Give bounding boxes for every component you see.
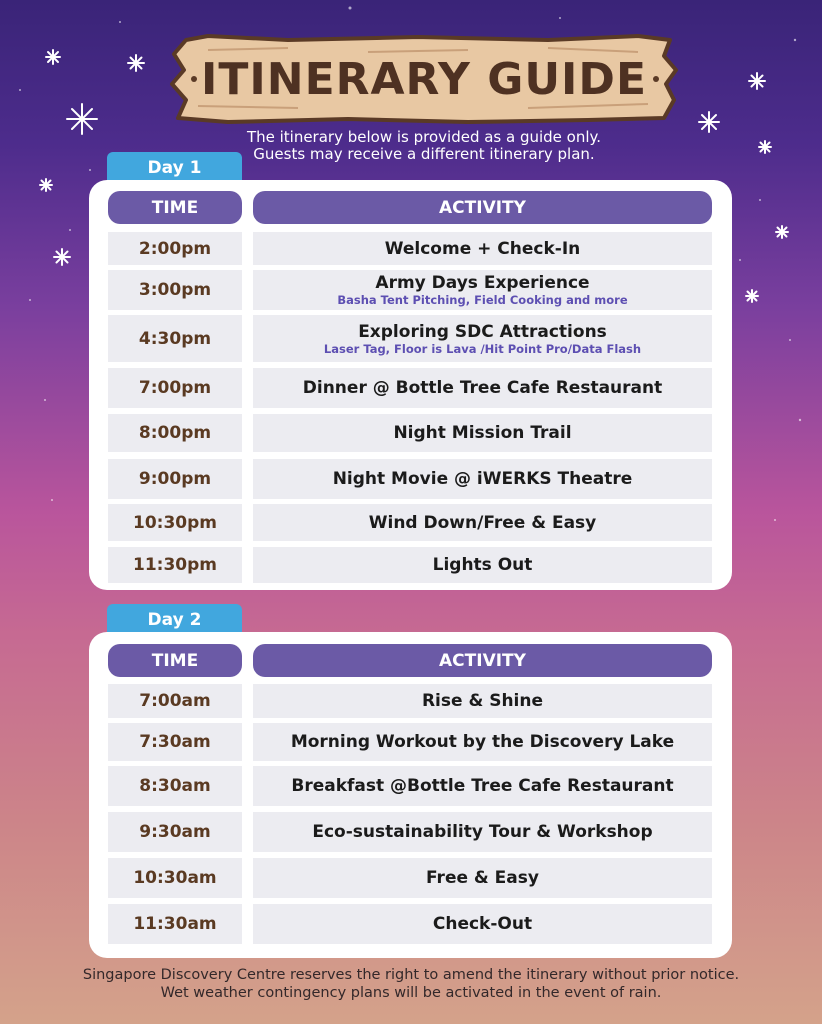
day-1-tab: Day 1 <box>107 152 242 186</box>
sparkle-star-icon <box>54 249 70 265</box>
time-cell: 11:30am <box>133 914 217 934</box>
activity-cell: Morning Workout by the Discovery Lake <box>290 732 675 752</box>
time-cell: 7:30am <box>139 732 211 752</box>
disclaimer-line-1: Singapore Discovery Centre reserves the right to amend the itinerary without prior notice. <box>82 967 740 983</box>
sparkle-star-icon <box>699 112 719 132</box>
sparkle-star-icon <box>749 73 765 89</box>
activity-cell: Army Days Experience <box>375 273 590 293</box>
table-row <box>108 904 712 944</box>
time-cell: 10:30pm <box>133 512 217 533</box>
sparkle-star-icon <box>46 50 60 64</box>
activity-detail: Laser Tag, Floor is Lava /Hit Point Pro/Data Flash <box>323 341 642 356</box>
time-cell: 9:30am <box>139 822 211 842</box>
table-header <box>108 644 712 677</box>
sparkle-star-icon <box>759 141 771 153</box>
time-cell: 8:00pm <box>138 423 212 443</box>
table-row <box>108 232 712 265</box>
subtitle-line-1: The itinerary below is provided as a guide only. <box>246 128 602 146</box>
time-cell: 10:30am <box>133 868 217 888</box>
subtitle-line-2: Guests may receive a different itinerary plan. <box>253 145 595 163</box>
time-cell: 4:30pm <box>138 328 212 349</box>
sparkle-star-icon <box>776 226 788 238</box>
activity-detail: Basha Tent Pitching, Field Cooking and more <box>337 293 628 307</box>
sparkle-star-icon <box>746 290 758 302</box>
activity-cell: Exploring SDC Attractions <box>358 321 607 342</box>
sparkle-star-icon <box>67 104 97 134</box>
activity-cell: Dinner @ Bottle Tree Cafe Restaurant <box>302 378 663 398</box>
table-row <box>108 766 712 806</box>
time-cell: 2:00pm <box>138 238 212 259</box>
table-row <box>108 315 712 362</box>
activity-header: ACTIVITY <box>253 644 712 677</box>
table-row <box>108 368 712 408</box>
table-row <box>108 270 712 310</box>
activity-cell: Night Movie @ iWERKS Theatre <box>332 469 633 489</box>
activity-cell: Check-Out <box>432 914 533 934</box>
day-2-tab: Day 2 <box>107 604 242 638</box>
table-row <box>108 414 712 452</box>
disclaimer-line-2: Wet weather contingency plans will be activated in the event of rain. <box>160 985 662 1001</box>
table-header <box>108 191 712 224</box>
activity-cell: Welcome + Check-In <box>384 238 581 259</box>
sparkle-star-icon <box>40 179 52 191</box>
page-title: ITINERARY GUIDE <box>200 53 648 105</box>
table-row <box>108 684 712 718</box>
table-row <box>108 812 712 852</box>
activity-cell: Wind Down/Free & Easy <box>368 512 597 533</box>
activity-cell: Lights Out <box>432 555 533 575</box>
table-row <box>108 723 712 761</box>
day-2-card <box>89 632 732 958</box>
time-cell: 7:00am <box>139 691 211 711</box>
activity-cell: Night Mission Trail <box>393 423 572 443</box>
activity-cell: Rise & Shine <box>421 691 544 711</box>
activity-cell: Breakfast @Bottle Tree Cafe Restaurant <box>291 776 674 796</box>
time-cell: 7:00pm <box>138 378 212 398</box>
time-header: TIME <box>108 644 242 677</box>
activity-cell: Eco-sustainability Tour & Workshop <box>312 822 653 842</box>
table-row <box>108 504 712 541</box>
activity-header: ACTIVITY <box>253 191 712 224</box>
time-cell: 8:30am <box>139 776 211 796</box>
activity-cell: Free & Easy <box>426 868 539 888</box>
table-row <box>108 547 712 583</box>
table-row <box>108 858 712 898</box>
table-row <box>108 459 712 499</box>
time-cell: 3:00pm <box>138 280 212 300</box>
time-cell: 9:00pm <box>138 469 212 489</box>
disclaimer <box>40 966 782 1002</box>
time-header: TIME <box>108 191 242 224</box>
sparkle-star-icon <box>128 55 144 71</box>
day-1-card <box>89 180 732 590</box>
time-cell: 11:30pm <box>133 555 217 575</box>
